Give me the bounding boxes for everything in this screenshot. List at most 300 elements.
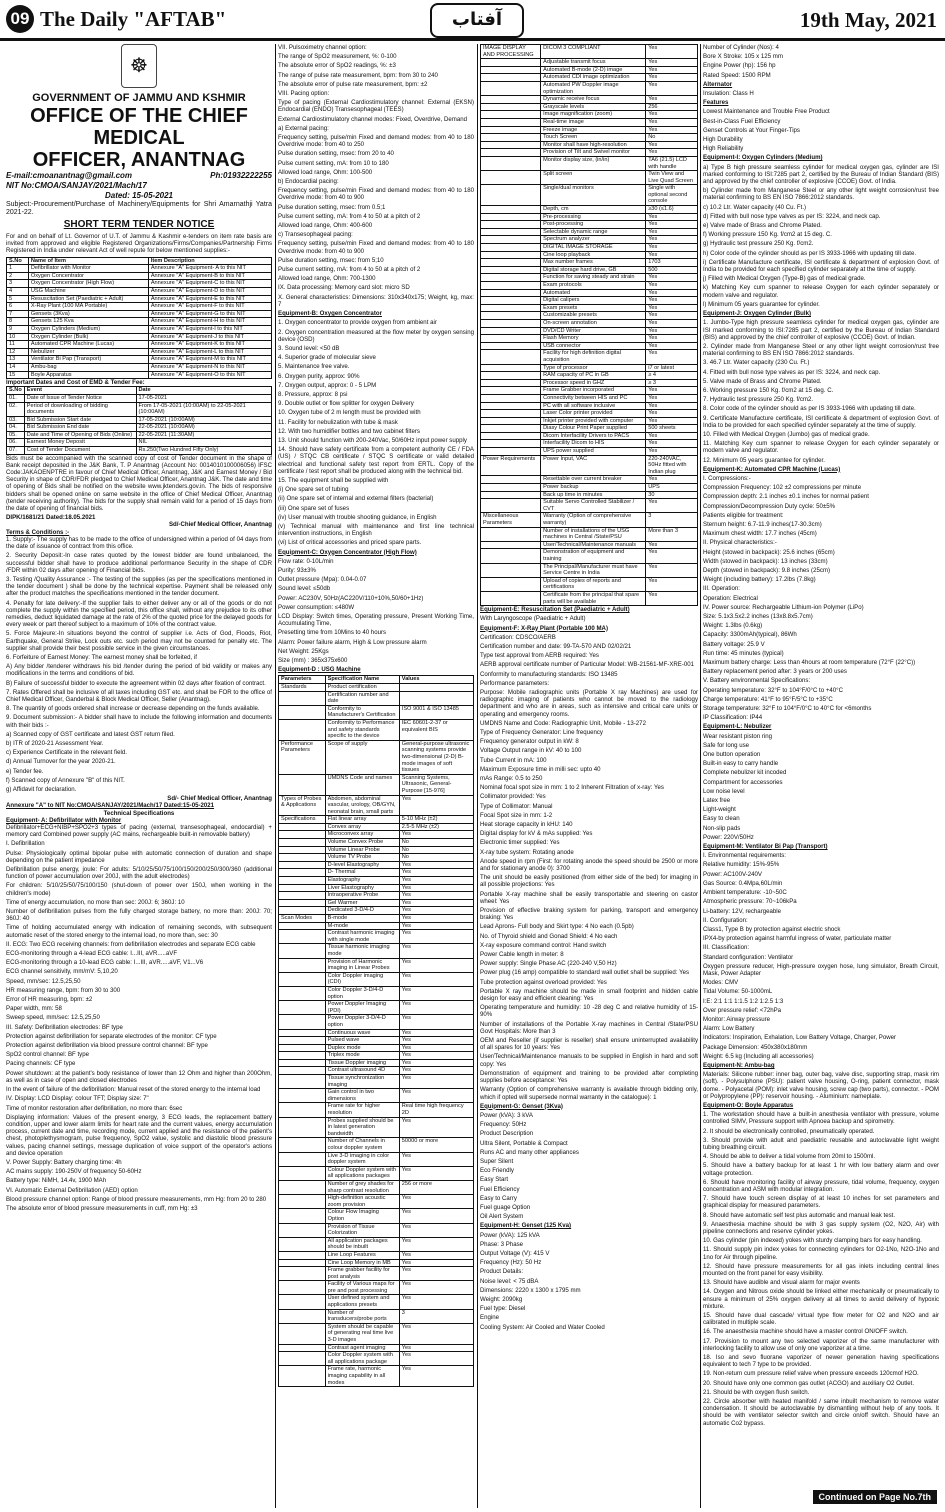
text-line: Power supply: Single Phase AC (220-240 V,50 Hz) — [480, 960, 617, 968]
table-cell — [279, 1075, 326, 1089]
table-cell: 17-05-2021 (10:00AM) — [136, 416, 272, 424]
text-line: Digital display for kV & mAs supplied: Yes — [480, 830, 593, 838]
text-line: Frequency (Hz): 50 Hz — [480, 1259, 542, 1267]
table-cell: Gel Warmer — [325, 899, 399, 907]
text-line: Type of Frequency Generator: Line frequency — [480, 728, 603, 736]
table-cell: Back up time in minutes — [541, 491, 646, 499]
table-cell: Abdomen, abdominal vascular, urology, OB/GYN, neonatal brain, small parts — [325, 795, 399, 816]
nit-date: Dated: 15-05-2021 — [104, 191, 174, 200]
table-cell: Spectrum analyzer — [541, 236, 646, 244]
text-line: 6. Forfeiture of Earnest Money: The earnest money shall be forfeited, if — [6, 653, 197, 661]
table-cell: Yes — [646, 402, 698, 410]
table-cell: DIGITAL IMAGE STORAGE — [541, 244, 646, 252]
text-line: 3. Testing /Quality Assurance :- The testing of the supplies (as per the specifications mentioned in the tender document ) shall be done by the technical expertise. Payment shall be released only after the product matches the specifications mentioned in the tender document. — [6, 575, 272, 598]
table-cell: Annexure "A" Equipment-M to this NIT — [148, 356, 271, 364]
table-cell — [481, 141, 541, 149]
text-line: 2. Oxygen concentration measured at the flow meter by oxygen sensing device (OSD) — [278, 328, 474, 343]
email-text: E-mail:cmoanantnag@gmail.com — [6, 171, 133, 180]
table-cell — [481, 379, 541, 387]
table-row — [481, 387, 698, 395]
text-line: User/Technical/Maintenance manuals to be supplied in English in hard and soft copy: Yes — [480, 1053, 698, 1068]
text-line: III. Safety: Defibrillation electrodes: BF type — [6, 1023, 123, 1031]
table-cell — [481, 350, 541, 364]
table-cell: User/Technical/Maintenance manuals — [541, 541, 646, 549]
text-line: Speed, mm/sec: 12.5,25,50 — [6, 977, 81, 985]
table-cell: Flat linear array — [325, 816, 399, 824]
column-divider — [477, 44, 478, 1508]
text-line: 12. Minimum 05 years guarantee for cylinder. — [703, 456, 825, 464]
table-cell: Yes — [399, 986, 473, 1000]
table-cell: Annexure "A" Equipment-B to this NIT — [148, 272, 271, 280]
text-line: Alternator — [703, 80, 733, 88]
table-row — [481, 364, 698, 372]
text-line: Allowed load range, Ohm: 400-600 — [278, 222, 373, 230]
table-cell: 01. — [7, 394, 25, 402]
text-line: (i) One spare set of tubing — [278, 486, 349, 494]
table-cell: Bid Submission Start date — [24, 416, 136, 424]
image-display-table — [480, 44, 698, 606]
text-line: 15. The equipment shall be supplied with — [278, 476, 389, 484]
text-line: (vi) List of critical accessories and priced spare parts. — [278, 539, 422, 547]
table-row — [7, 348, 272, 356]
table-cell: B-mode — [325, 915, 399, 923]
table-cell: Line Loop Features — [325, 1251, 399, 1259]
table-cell — [279, 1166, 326, 1180]
text-line: Compartment for accessories — [703, 778, 783, 786]
table-row — [481, 297, 698, 305]
table-row — [481, 274, 698, 282]
table-cell: Touch Screen — [541, 134, 646, 142]
table-cell — [279, 986, 326, 1000]
text-line: Package Dimension: 450x380x180mm — [703, 1043, 808, 1051]
text-line: k) Matching Key cum spanner to release Oxygen for each cylinder separately or modern valve and regulator. — [703, 284, 939, 299]
table-cell: Customizable presets — [541, 312, 646, 320]
table-row — [481, 327, 698, 335]
text-line: No. of Thyroid shield and Gonad Shield: 4 No each — [480, 932, 618, 940]
text-line: Performance parameters: — [480, 679, 550, 687]
text-line: VI. Automatic External Defibrillation (AED) option — [6, 1186, 138, 1194]
table-cell — [279, 1180, 326, 1194]
table-cell: Yes — [399, 1152, 473, 1166]
text-line: OEM and Reseller (if supplier is reseller) shall ensure uninterrupted availability of all spares for 10 years: Yes — [480, 1037, 698, 1052]
text-line: Focal Spot size in mm: 1-2 — [480, 811, 553, 819]
table-cell — [279, 958, 326, 972]
table-row — [7, 272, 272, 280]
text-line: c) Experience Certificate in the relevant field. — [6, 749, 127, 757]
text-line: mAs Range: 0.5 to 250 — [480, 774, 543, 782]
table-cell: 5 — [7, 295, 29, 303]
table-cell: Liver Elastography — [325, 884, 399, 892]
table-cell — [481, 118, 541, 126]
table-row — [481, 213, 698, 221]
table-row — [279, 958, 474, 972]
dates-table — [6, 386, 272, 454]
table-row — [279, 846, 474, 854]
text-line: Power (kVA): 125 kVA — [480, 1231, 540, 1239]
text-line: Weight: 2090kg — [480, 1295, 523, 1303]
table-row — [279, 1037, 474, 1045]
table-row — [481, 448, 698, 456]
text-line: Materials: Silicone rubber: inner bag, outer bag, valve disc, supporting strap, mask rim (soft). - Polysulphone (PSU): patient valve housing, O-ring, patient connector, mask dome. - Polyacetal (POM): inlet valve housing, screw cap (two parts), connector. - POM or Polypropylene (PP): reservoir housing. - Aluminium: nameplate. — [703, 1071, 939, 1100]
text-line: Power Cable length in meter: 8 — [480, 951, 564, 959]
text-line: (iii) One spare set of fuses — [278, 504, 350, 512]
text-line: AERB approval certificate number of Particular Model: WB-21561-MF-XRE-001 — [480, 661, 695, 669]
terms-title: Terms & Conditions :- — [6, 528, 70, 536]
text-line: Safe for long use — [703, 741, 750, 749]
table-cell: IMAGE DISPLAY AND PROCESSING — [481, 45, 541, 59]
table-row — [481, 342, 698, 350]
text-line: Equipment-J: Oxygen Cylinder (Bulk) — [703, 310, 812, 318]
text-line: 9. Document submission:- A bidder shall have to include the following information and documents with their bids :- — [6, 714, 272, 729]
text-line: Insulation: Class H — [703, 90, 754, 98]
table-cell: Automated CPR Machine (Lucas) — [28, 341, 148, 349]
table-cell — [481, 476, 541, 484]
table-cell: Probes supplied should be in latest generation bandwidth — [325, 1117, 399, 1138]
table-cell — [279, 1281, 326, 1295]
table-cell — [279, 972, 326, 986]
text-line: c) Transesophageal pacing: — [278, 231, 353, 239]
table-cell: Yes — [399, 1029, 473, 1037]
table-cell: Yes — [646, 327, 698, 335]
government-name: GOVERNMENT OF JAMMU AND KSHMIR — [32, 92, 246, 104]
table-cell: Image magnification (zoom) — [541, 111, 646, 119]
text-line: Dimensions: 2220 x 1300 x 1795 mm — [480, 1286, 581, 1294]
text-line: 11. Matching Key cum spanner to release Oxygen for each cylinder separately or modern valve and regulator. — [703, 440, 939, 455]
table-cell: 11 — [7, 341, 29, 349]
table-header-cell: Event — [24, 387, 136, 395]
table-cell: Provision of Tissue Colorization — [325, 1223, 399, 1237]
table-cell: Period of downloading of bidding documents — [24, 402, 136, 416]
column-divider — [700, 44, 701, 1508]
text-line: Sweep speed, mm/sec: 12.5,25,50 — [6, 1014, 100, 1022]
table-cell: Yes — [646, 118, 698, 126]
table-cell: Yes — [646, 126, 698, 134]
table-row — [279, 1044, 474, 1052]
table-row — [7, 295, 272, 303]
table-cell — [481, 304, 541, 312]
table-cell: Yes — [399, 907, 473, 915]
text-line: Pulse current setting, mA: from 4 to 50 at a pitch of 2 — [278, 212, 421, 220]
text-line: Output Voltage (V): 415 V — [480, 1249, 550, 1257]
text-line: Number of defibrillation pulses from the fully charged storage battery, no more than: 200J: 70; 360J: 40 — [6, 908, 272, 923]
table-cell: Automated B-mode (2-D) image — [541, 66, 646, 74]
text-line: Sternum height: 6.7-11.9 inches(17-30.3cm) — [703, 520, 822, 528]
table-cell: 03. — [7, 416, 25, 424]
table-cell: Yes — [646, 410, 698, 418]
text-line: e) Valve made of Brass and Chrome Plated. — [703, 222, 822, 230]
text-line: 10. Filled with Medical Oxygen (Jumbo) gas of medical grade. — [703, 430, 870, 438]
table-cell: Automated CDI image optimization — [541, 74, 646, 82]
text-line: Built-in easy to carry handle — [703, 760, 779, 768]
table-cell: Annexure "A" Equipment-F to this NIT — [148, 303, 271, 311]
table-row — [279, 1259, 474, 1267]
table-cell: Provision of Tilt and Swivel monitor — [541, 149, 646, 157]
table-cell: Yes — [399, 831, 473, 839]
table-cell: Yes — [646, 66, 698, 74]
text-line: VII. Pulsoximetry channel option: — [278, 44, 367, 51]
text-line: Paper width, mm: 58 — [6, 1005, 62, 1013]
table-cell — [481, 335, 541, 343]
table-row — [279, 831, 474, 839]
table-cell: Yes — [646, 394, 698, 402]
table-row — [279, 1195, 474, 1209]
table-row — [279, 972, 474, 986]
table-row — [481, 541, 698, 549]
table-cell: Provision of Harmonic imaging in Linear Probes — [325, 958, 399, 972]
table-row — [481, 228, 698, 236]
table-cell — [279, 869, 326, 877]
table-cell: Connectivity between HIS and PC — [541, 394, 646, 402]
table-cell — [481, 213, 541, 221]
text-line: 12. With two humidifier bottles and two cabinet filters — [278, 427, 420, 435]
text-line: Anode speed in rpm (First: for rotating anode the speed should be 2500 or more and for stationary anode 0): 3700 — [480, 857, 698, 873]
table-row — [279, 930, 474, 944]
table-row — [7, 280, 272, 288]
table-cell — [481, 425, 541, 433]
table-cell: Digital calipers — [541, 297, 646, 305]
table-row — [279, 1059, 474, 1067]
table-cell: Power Input, VAC — [541, 455, 646, 476]
table-cell: USG Machine — [28, 287, 148, 295]
text-line: Cooling System: Air Cooled and Water Cooled — [480, 1323, 605, 1331]
table-row — [481, 425, 698, 433]
table-row — [481, 372, 698, 380]
table-cell: Yes — [646, 440, 698, 448]
table-cell: 3 — [399, 1309, 473, 1323]
text-line: Equipment-F: X-Ray Plant (Portable 100 MA) — [480, 624, 608, 632]
text-line: Capacity: 3300mAh(typical), 86Wh — [703, 631, 797, 639]
table-cell: Flash Memory — [541, 335, 646, 343]
table-cell: Yes — [399, 1209, 473, 1223]
emblem-icon: ☸ — [121, 44, 157, 88]
text-line: Equipment-C: Oxygen Concentrator (High Flow) — [278, 548, 417, 556]
table-cell: Power Doppler 3-D/4-D option — [325, 1015, 399, 1029]
table-cell: Annexure "A" Equipment-E to this NIT — [148, 295, 271, 303]
table-cell: 500 — [646, 266, 698, 274]
text-line: Fuel guage Option — [480, 1203, 531, 1211]
table-row — [279, 1015, 474, 1029]
text-line: VIII. Pacing option: — [278, 90, 330, 98]
contact-line — [6, 171, 272, 181]
table-cell: Number of transducers/probe ports — [325, 1309, 399, 1323]
table-row — [279, 1089, 474, 1103]
table-cell: On-screen annotation — [541, 319, 646, 327]
text-line: I. Defibrillation — [6, 840, 45, 848]
text-line: Features — [703, 99, 729, 107]
table-cell: Volume TV Probe — [325, 854, 399, 862]
table-row — [279, 1166, 474, 1180]
table-cell — [279, 1117, 326, 1138]
table-cell: M-mode — [325, 922, 399, 930]
table-cell: Post-processing — [541, 221, 646, 229]
table-row — [481, 476, 698, 484]
table-cell: Real-time image — [541, 118, 646, 126]
table-row — [279, 884, 474, 892]
table-row — [279, 1323, 474, 1344]
text-line: (ii) One spare set of internal and external filters (bacterial) — [278, 495, 434, 503]
table-cell: NIL — [136, 439, 272, 447]
table-row — [279, 1117, 474, 1138]
table-cell: Gensets (3Kva) — [28, 310, 148, 318]
table-cell — [481, 259, 541, 267]
text-line: 2. Security Deposit:-In case rates quoted by the lowest bidder are found unbalanced, the successful bidder shall have to produce additional performance Security in the shape of CDR /FDR within 02 days after opening of Financial bids. — [6, 552, 272, 574]
table-cell: ISO 9001 & ISO 13485 — [399, 705, 473, 719]
table-cell — [481, 387, 541, 395]
table-cell: No — [399, 846, 473, 854]
text-line: X-ray exposure command control: Hand switch — [480, 941, 607, 949]
table-row — [7, 431, 272, 439]
table-cell: Yes — [646, 297, 698, 305]
table-cell: Yes — [399, 930, 473, 944]
table-cell: Earnest Money Deposit — [24, 439, 136, 447]
table-row — [279, 1138, 474, 1152]
table-row — [7, 402, 272, 416]
table-cell: Yes — [399, 972, 473, 986]
table-cell — [481, 372, 541, 380]
table-row — [279, 1366, 474, 1387]
text-line: Equipment-N: Ambu-bag — [703, 1061, 775, 1069]
table-cell: 5-10 MHz (±2) — [399, 816, 473, 824]
table-cell: Monitor shall have high-resolution — [541, 141, 646, 149]
text-line: 7. Rates Offered shall be inclusive of all taxes including GST etc. and shall be FOR to the office of Chief Medical Officer, Ganderbal & Block Medical Officer, Seller (Anantnag). — [6, 688, 272, 703]
table-cell: UPS power supplied — [541, 448, 646, 456]
table-cell — [279, 1223, 326, 1237]
table-cell: Demonstration of equipment and training — [541, 549, 646, 563]
table-cell: IEC 60601-2-37 or equivalent BIS — [399, 719, 473, 740]
text-line: Equipment-K: Automated CPR Machine (Lucas) — [703, 465, 841, 473]
table-cell: 3 — [646, 513, 698, 527]
table-cell: Nebulizer — [28, 348, 148, 356]
text-line: High Durability — [703, 136, 743, 144]
table-cell: Resuscitation Set (Paediatric + Adult) — [28, 295, 148, 303]
table-cell — [279, 1138, 326, 1152]
table-cell: Contrast harmonic imaging with single mode — [325, 930, 399, 944]
text-line: Operation: Electrical — [703, 594, 758, 602]
table-cell — [279, 719, 326, 740]
table-cell: Exam presets — [541, 304, 646, 312]
table-cell: Cine Loop Memory in MB — [325, 1259, 399, 1267]
table-row — [7, 363, 272, 371]
table-cell: 22-05-2021 (11:30AM) — [136, 431, 272, 439]
text-line: Rated Speed: 1500 RPM — [703, 71, 771, 79]
table-cell — [481, 577, 541, 591]
text-line: 6. Working pressure 150 Kg. f/cm2 at 15 deg. C. — [703, 386, 834, 394]
table-cell: Cine loop playback — [541, 251, 646, 259]
table-row — [7, 310, 272, 318]
table-cell — [481, 126, 541, 134]
table-row — [481, 527, 698, 541]
table-row — [7, 439, 272, 447]
table-cell: Performance Parameters — [279, 740, 326, 774]
text-line: Over pressure relief: <72hPa — [703, 1006, 782, 1014]
table-row — [279, 1103, 474, 1117]
text-line: III. Classification: — [703, 944, 750, 952]
text-line: Power consumption: ≤480W — [278, 603, 355, 611]
text-line: Monitor: Airway pressure — [703, 1015, 771, 1023]
table-cell — [481, 591, 541, 605]
text-line: Patients eligible for treatment: — [703, 511, 784, 519]
table-row — [7, 287, 272, 295]
text-line: 6. Should have monitoring facility of airway pressure, tidal volume, frequency, oxygen concentration and ASM with modular integration. — [703, 1178, 939, 1193]
table-row — [279, 899, 474, 907]
text-line: i) Certificate Manufacture certificate, ISI certificate & department of explosion Govt. of India to be provided for each specified cylinder separately at the time of supply. — [703, 258, 939, 274]
text-line: 4. Superior grade of molecular sieve — [278, 354, 376, 362]
table-cell: Scan Modes — [279, 915, 326, 923]
text-line: 10. Gas cylinder (pin indexed) yokes with sturdy clamping bars for easy handling. — [703, 1237, 922, 1245]
table-cell: 2 — [7, 272, 29, 280]
text-line: LCD Display: Switch times, Operating pressure, Present Working Time, Accumulating Time, — [278, 613, 474, 628]
table-cell: Yes — [399, 1237, 473, 1251]
text-line: d) Annual Turnover for the year 2020-21. — [6, 758, 116, 766]
text-line: Collimator provided: Yes — [480, 793, 546, 801]
table-cell: Annexure "A" Equipment-G to this NIT — [148, 310, 271, 318]
text-line: I. Compressions:- — [703, 474, 751, 482]
table-cell: Cost of Tender Document — [24, 447, 136, 455]
text-line: Tidal Volume: 50-1000mL — [703, 988, 773, 996]
table-row — [279, 877, 474, 885]
table-cell: Yes — [399, 892, 473, 900]
text-line: Equipment-O: Boyle Apparatus — [703, 1101, 794, 1109]
text-line: 14. Oxygen and Nitrous oxide should be linked either mechanically or pneumatically to ensure a minimum of 25% oxygen delivery at all times to avoid delivery of hypoxic mixture. — [703, 1288, 939, 1310]
text-line: II. Physical characteristics:- — [703, 539, 777, 547]
text-line: h) Color code of the cylinder should as per IS 3933-1966 with updating till date. — [703, 249, 917, 257]
table-row — [481, 410, 698, 418]
text-line: Protection against defibrillation via blood pressure control channel: BF type — [6, 1042, 208, 1050]
text-line: Bore X Stroke: 105 x 125 mm — [703, 53, 783, 61]
text-line: Oxygen pressure reducer, High-pressure oxygen hose, lung simulator, Breath Circuit, Mask, Power Adapter — [703, 962, 939, 977]
text-line: Weight: 6.5 kg (Including all accessories) — [703, 1052, 814, 1060]
table-cell: Ventilator Bi Pap (Transport) — [28, 356, 148, 364]
table-cell: 7 — [7, 310, 29, 318]
notice-title: SHORT TERM TENDER NOTICE — [63, 219, 215, 230]
table-row — [481, 134, 698, 142]
text-line: b) Endocardial pacing: — [278, 178, 339, 186]
table-row — [7, 325, 272, 333]
table-cell: ≥ 4 — [646, 372, 698, 380]
table-cell: 14 — [7, 363, 29, 371]
table-cell — [481, 440, 541, 448]
table-cell: Yes — [646, 244, 698, 252]
table-cell: Automated PW Doppler image optimization — [541, 81, 646, 95]
table-cell — [481, 74, 541, 82]
text-line: The absolute error of pulse rate measurement, bpm: ±2 — [278, 80, 428, 88]
table-cell: Yes — [399, 1195, 473, 1209]
table-cell: i7 or latest — [646, 364, 698, 372]
text-line: 4. Fitted with bull nose type valves as per IS: 3224, and neck cap. — [703, 368, 881, 376]
table-row — [481, 577, 698, 591]
table-header-row — [7, 387, 272, 395]
table-row — [279, 1067, 474, 1075]
text-line: (v) Technical manual with maintenance and first line technical intervention instructions, in English — [278, 522, 474, 538]
text-line: 2. Cylinder made from Manganese Steel or any other light weight corrosion/rust free material confirming to BS EN ISO 7866:2012 standards. — [703, 342, 939, 358]
text-line: Fuel Efficiency — [480, 1185, 520, 1193]
table-cell: Yes — [646, 350, 698, 364]
text-line: Allowed load range, Ohm: 700-1300 — [278, 275, 376, 283]
annexure-line: Annexure "A" to NIT No:CMOA/SANJAY/2021/Mach/17 Dated:15-05-2021 — [6, 802, 215, 810]
table-cell: Depth, cm — [541, 206, 646, 214]
table-cell — [481, 563, 541, 577]
dates-title: Important Dates and Cost of EMD & Tender Fee: — [6, 379, 145, 387]
text-line: The absolute error of SpO2 readings, %: ±3 — [278, 62, 396, 70]
text-line: Presetting time from 10Mins to 40 hours — [278, 629, 387, 637]
table-cell: Ambu-bag — [28, 363, 148, 371]
table-cell — [481, 491, 541, 499]
table-cell: Yes — [399, 1295, 473, 1309]
text-line: Weight (including battery): 17.2lbs (7.8kg) — [703, 576, 816, 584]
table-row — [481, 289, 698, 297]
table-cell — [481, 171, 541, 185]
table-cell — [279, 854, 326, 862]
